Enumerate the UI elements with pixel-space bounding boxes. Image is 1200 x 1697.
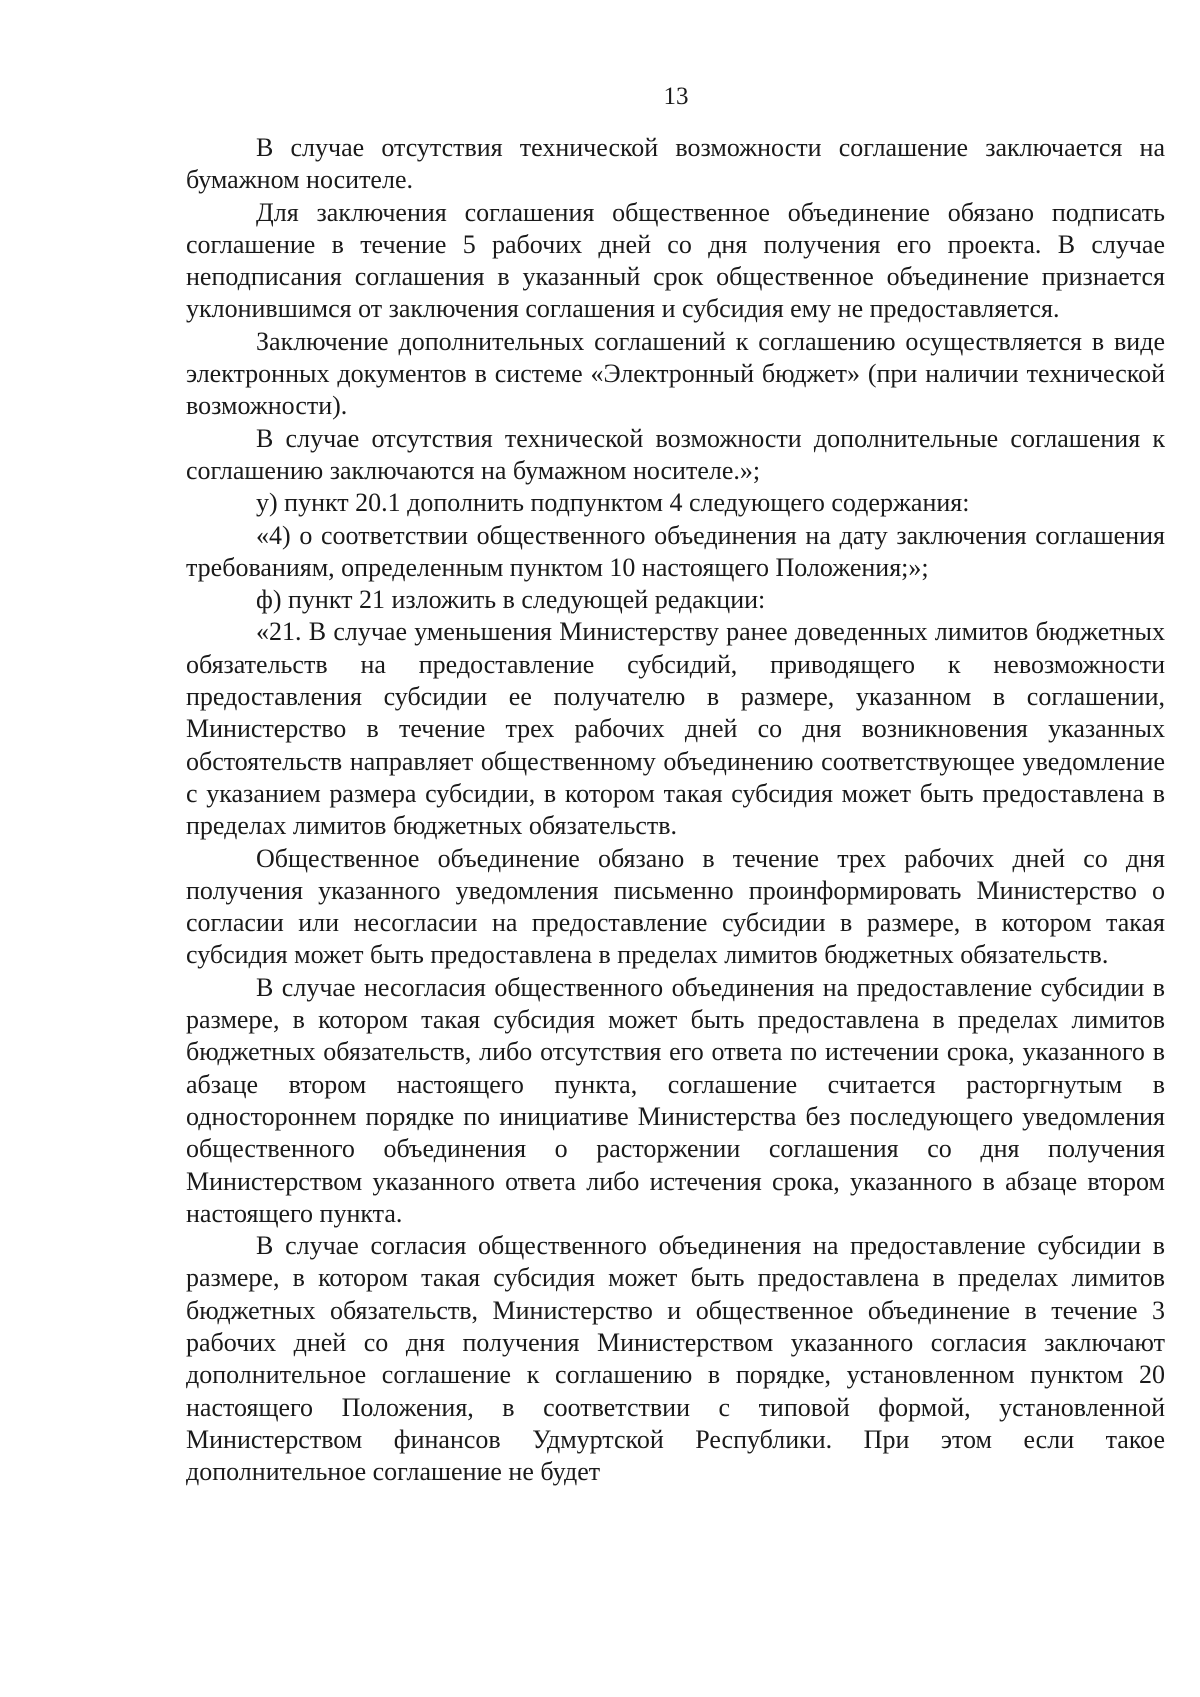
paragraph-3: Заключение дополнительных соглашений к соглашению осуществляется в виде электронных документов в системе «Электронный бюджет» (при наличии технической возможности). (186, 326, 1165, 421)
paragraph-6: «4) о соответствии общественного объединения на дату заключения соглашения требованиям, определенным пунктом 10 настоящего Положения;»; (186, 520, 1165, 582)
document-body (186, 132, 1165, 1488)
paragraph-2: Для заключения соглашения общественное объединение обязано подписать соглашение в течение 5 рабочих дней со дня получения его проекта. В случае неподписания соглашения в указанный срок общественное объединение признается уклонившимся от заключения соглашения и субсидия ему не предоставляется. (186, 197, 1165, 324)
paragraph-4: В случае отсутствия технической возможности дополнительные соглашения к соглашению заключаются на бумажном носителе.»; (186, 423, 1165, 485)
paragraph-8: «21. В случае уменьшения Министерству ранее доведенных лимитов бюджетных обязательств на предоставление субсидий, приводящего к невозможности предоставления субсидии ее получателю в размере, указанном в соглашении, Министерство в течение трех рабочих дней со дня возникновения указанных обстоятельств направляет общественному объединению соответствующее уведомление с указанием размера субсидии, в котором такая субсидия может быть предоставлена в пределах лимитов бюджетных обязательств. (186, 617, 1165, 841)
paragraph-9: Общественное объединение обязано в течение трех рабочих дней со дня получения указанного уведомления письменно проинформировать Министерство о согласии или несогласии на предоставление субсидии в размере, в котором такая субсидия может быть предоставлена в пределах лимитов бюджетных обязательств. (186, 843, 1165, 970)
paragraph-11: В случае согласия общественного объединения на предоставление субсидии в размере, в котором такая субсидия может быть предоставлена в пределах лимитов бюджетных обязательств, Министерство и общественное объединение в течение 3 рабочих дней со дня получения Министерством указанного согласия заключают дополнительное соглашение к соглашению в порядке, установленном пунктом 20 настоящего Положения, в соответствии с типовой формой, установленной Министерством финансов Удмуртской Республики. При этом если такое дополнительное соглашение не будет (186, 1231, 1165, 1487)
paragraph-10: В случае несогласия общественного объединения на предоставление субсидии в размере, в котором такая субсидия может быть предоставлена в пределах лимитов бюджетных обязательств, либо отсутствия его ответа по истечении срока, указанного в абзаце втором настоящего пункта, соглашение считается расторгнутым в одностороннем порядке по инициативе Министерства без последующего уведомления общественного объединения о расторжении соглашения со дня получения Министерством указанного ответа либо истечения срока, указанного в абзаце втором настоящего пункта. (186, 972, 1165, 1228)
paragraph-5: у) пункт 20.1 дополнить подпунктом 4 следующего содержания: (256, 488, 970, 518)
paragraph-7: ф) пункт 21 изложить в следующей редакции: (256, 585, 766, 615)
paragraph-1: В случае отсутствия технической возможности соглашение заключается на бумажном носителе. (186, 133, 1165, 195)
page-number: 13 (663, 83, 689, 110)
